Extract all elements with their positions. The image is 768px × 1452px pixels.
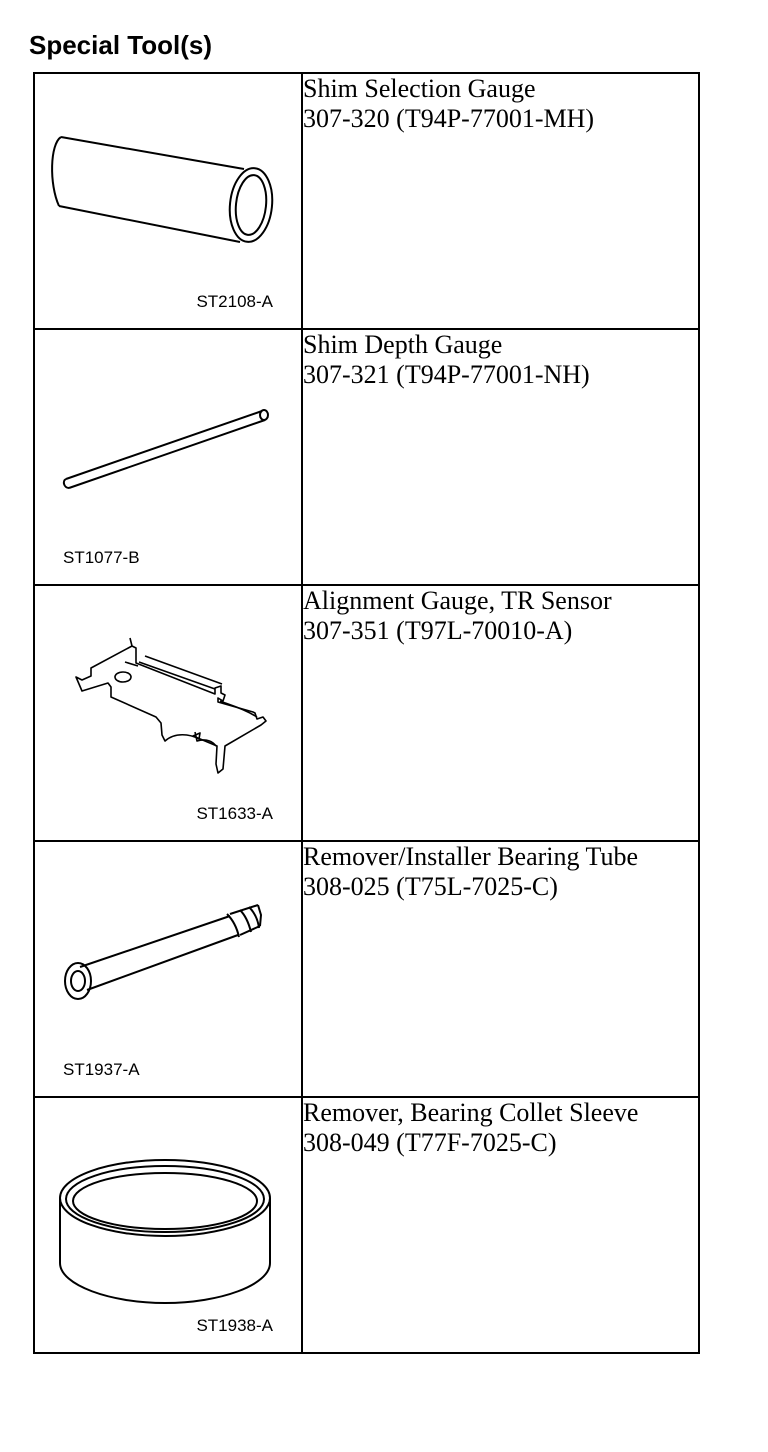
tool-figure-cell xyxy=(34,73,302,329)
table-row xyxy=(34,585,699,841)
table-row xyxy=(34,1097,699,1353)
table-row xyxy=(34,73,699,329)
tool-name: Remover, Bearing Collet Sleeve xyxy=(303,1098,639,1127)
tool-description-cell xyxy=(302,1097,699,1353)
tool-figure-cell xyxy=(34,1097,302,1353)
special-tools-table xyxy=(33,72,700,1354)
figure-label: ST1938-A xyxy=(196,1316,273,1335)
tool-figure-cell xyxy=(34,585,302,841)
tool-description-cell xyxy=(302,329,699,585)
shim-selection-gauge-icon xyxy=(35,74,301,328)
tool-name: Alignment Gauge, TR Sensor xyxy=(303,586,612,615)
tool-number: 307-351 (T97L-70010-A) xyxy=(303,616,573,645)
shim-depth-gauge-icon xyxy=(35,330,301,584)
tool-name: Shim Depth Gauge xyxy=(303,330,503,359)
tool-description-cell xyxy=(302,585,699,841)
table-row xyxy=(34,841,699,1097)
tool-number: 307-321 (T94P-77001-NH) xyxy=(303,360,590,389)
tool-name: Remover/Installer Bearing Tube xyxy=(303,842,639,871)
alignment-gauge-icon xyxy=(35,586,301,840)
tool-number: 308-025 (T75L-7025-C) xyxy=(303,872,558,901)
tool-description-cell xyxy=(302,841,699,1097)
tool-figure-cell xyxy=(34,329,302,585)
page-title: Special Tool(s) xyxy=(29,30,212,60)
figure-label: ST1077-B xyxy=(63,548,140,567)
figure-label: ST1633-A xyxy=(196,804,273,823)
figure-label: ST2108-A xyxy=(196,292,273,311)
table-row xyxy=(34,329,699,585)
bearing-tube-icon xyxy=(35,842,301,1096)
collet-sleeve-icon xyxy=(35,1098,301,1352)
tool-figure-cell xyxy=(34,841,302,1097)
tool-name: Shim Selection Gauge xyxy=(303,74,536,103)
tool-number: 307-320 (T94P-77001-MH) xyxy=(303,104,595,133)
tool-description-cell xyxy=(302,73,699,329)
tool-number: 308-049 (T77F-7025-C) xyxy=(303,1128,557,1157)
figure-label: ST1937-A xyxy=(63,1060,140,1079)
